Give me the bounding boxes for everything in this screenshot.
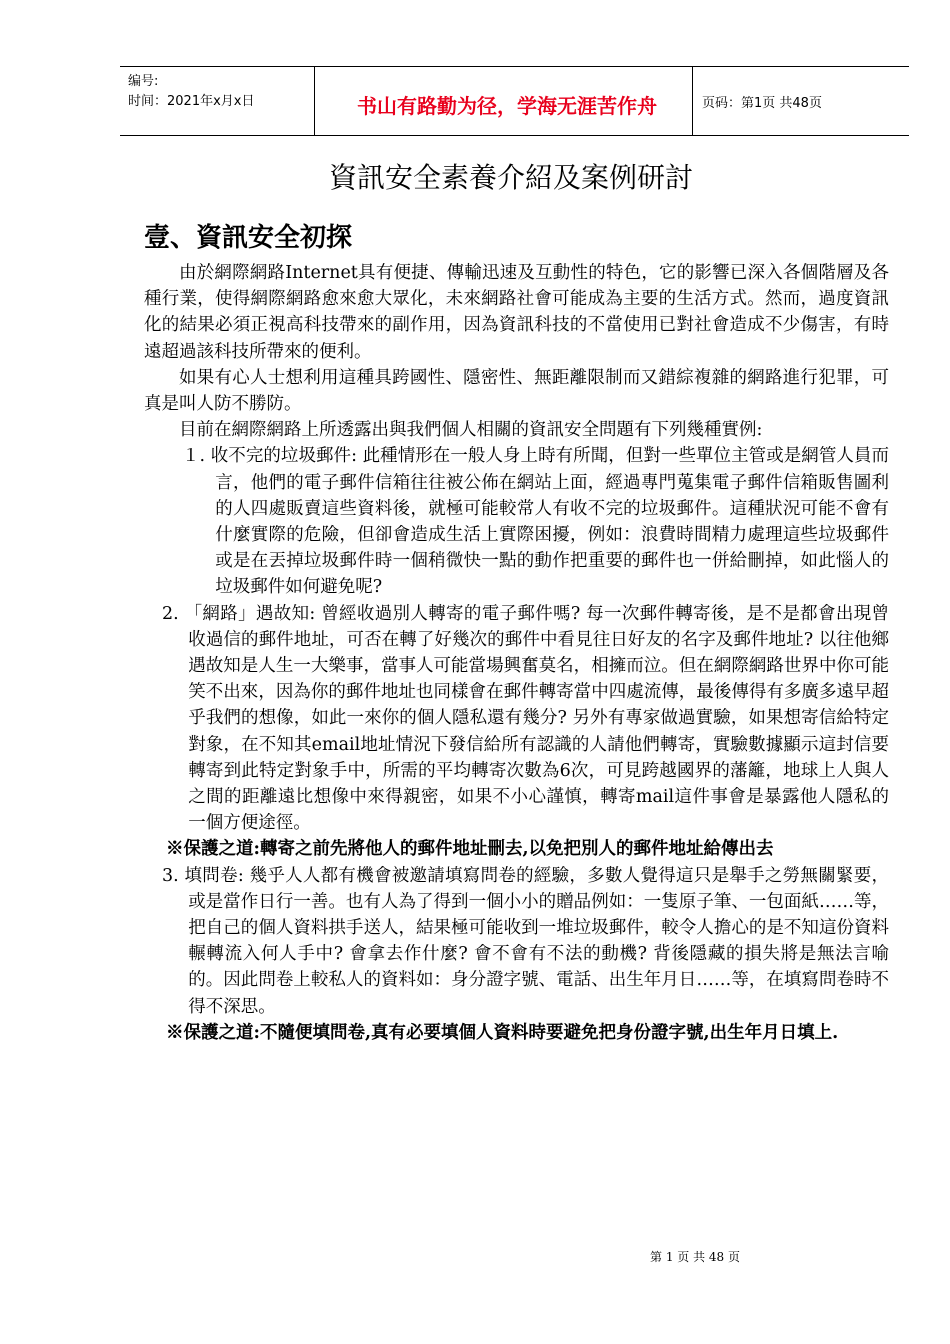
list-item: １. 收不完的垃圾郵件: 此種情形在一般人身上時有所聞，但對一些單位主管或是網管人員而言，他們的電子郵件信箱往往被公佈在網站上面，經過專門蒐集電子郵件信箱販售圖利的人四處販賣這些資料後，就極可能較常人有收不完的垃圾郵件。這種狀況可能不會有什麼實際的危險，但卻會造成生活上實際困擾，例如：浪費時間精力處理這些垃圾郵件或是在丟掉垃圾郵件時一個稍微快一點的動作把重要的郵件也一併給刪掉，如此惱人的垃圾郵件如何避免呢? <box>182 446 889 598</box>
document-title: 資訊安全素養介紹及案例研討 <box>328 161 693 194</box>
paragraph: 目前在網際網路上所透露出與我們個人相關的資訊安全問題有下列幾種實例: <box>179 420 763 441</box>
page-footer: 第 1 页 共 48 页 <box>650 1250 740 1264</box>
header-motto: 书山有路勤为径，学海无涯苦作舟 <box>357 94 657 118</box>
header-bottom-rule <box>120 135 909 136</box>
paragraph: 如果有心人士想利用這種具跨國性、隱密性、無距離限制而又錯綜複雜的網路進行犯罪，可真是叫人防不勝防。 <box>144 367 889 415</box>
section-heading: 壹、資訊安全初探 <box>144 223 353 253</box>
time-label: 时间：2021年x月x日 <box>128 94 255 109</box>
number-label: 编号: <box>128 74 159 89</box>
list-item: 3. 填問卷: 幾乎人人都有機會被邀請填寫問卷的經驗，多數人覺得這只是舉手之勞無關緊要，或是當作日行一善。也有人為了得到一個小小的贈品例如：一隻原子筆、一包面紙……等，把自己的個人資料拱手送人，結果極可能收到一堆垃圾郵件，較令人擔心的是不知這份資料輾轉流入何人手中? 會拿去作什麼? 會不會有不法的動機? 背後隱藏的損失將是無法言喻的。因此問卷上較私人的資料如：身分證字號、電話、出生年月日……等，在填寫問卷時不得不深思。 <box>162 865 889 1017</box>
document-body <box>144 218 889 1046</box>
paragraph: 由於網際網路Internet具有便捷、傳輸迅速及互動性的特色，它的影響已深入各個階層及各種行業，使得網際網路愈來愈大眾化，未來網路社會可能成為主要的生活方式。然而，過度資訊化的結果必須正視高科技帶來的副作用，因為資訊科技的不當使用已對社會造成不少傷害，有時遠超過該科技所帶來的便利。 <box>144 263 889 362</box>
header-divider-right <box>692 66 693 136</box>
page-header <box>120 66 909 136</box>
list-item: 2. 「網路」遇故知: 曾經收過別人轉寄的電子郵件嗎? 每一次郵件轉寄後，是不是都會出現曾收過信的郵件地址，可否在轉了好幾次的郵件中看見往日好友的名字及郵件地址? 以往他鄉遇故知是人生一大樂事，當事人可能當場興奮莫名，相擁而泣。但在網際網路世界中你可能笑不出來，因為你的郵件地址也同樣會在郵件轉寄當中四處流傳，最後傳得有多廣多遠早超乎我們的想像，如此一來你的個人隱私還有幾分? 另外有專家做過實驗，如果想寄信給特定對象，在不知其email地址情況下發信給所有認識的人請他們轉寄，實驗數據顯示這封信要轉寄到此特定對象手中，所需的平均轉寄次數為6次，可見跨越國界的藩籬，地球上人與人之間的距離遠比想像中來得親密，如果不小心謹慎，轉寄mail這件事會是暴露他人隱私的一個方便途徑。 <box>162 603 889 834</box>
header-top-rule <box>120 66 909 67</box>
protection-note: ※保護之道:轉寄之前先將他人的郵件地址刪去,以免把別人的郵件地址給傳出去 <box>166 839 774 860</box>
header-page-label: 页码：第1页 共48页 <box>702 96 822 111</box>
header-divider-left <box>314 66 315 136</box>
protection-note: ※保護之道:不隨便填問卷,真有必要填個人資料時要避免把身份證字號,出生年月日填上. <box>166 1022 839 1043</box>
header-info <box>128 72 254 112</box>
